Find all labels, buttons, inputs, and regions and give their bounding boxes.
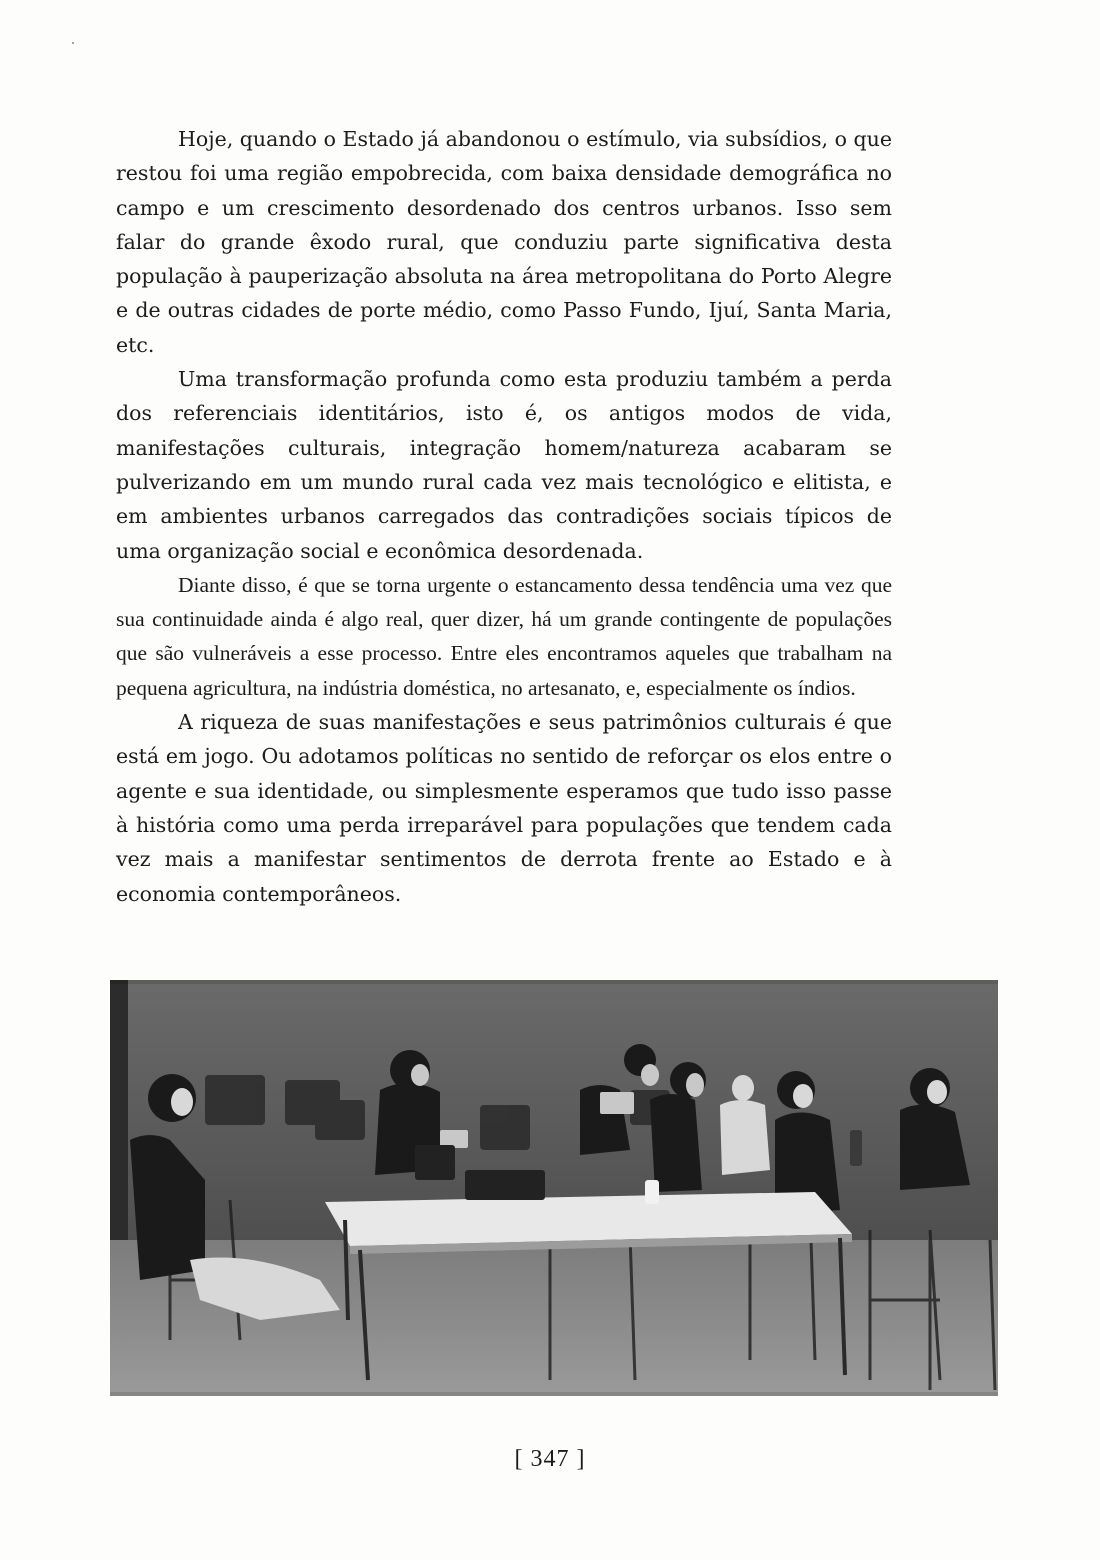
paragraph-4: A riqueza de suas manifestações e seus patrimônios culturais é que está em jogo. Ou adotamos políticas no sentido de reforçar os elos entre o agente e sua identidade, ou simplesmente esperamos que tudo isso passe à história como uma perda irreparável para populações que tendem cada vez mais a manifestar sentimentos de derrota frente ao Estado e à economia contemporâneos. [116,710,892,906]
paragraph-2: Uma transformação profunda como esta produziu também a perda dos referenciais identitários, isto é, os antigos modos de vida, manifestações culturais, integração homem/natureza acabaram se pulverizando em um mundo rural cada vez mais tecnológico e elitista, e em ambientes urbanos carregados das contradições sociais típicos de uma organização social e econômica desordenada. [116,367,892,563]
body-text [116,122,892,911]
meeting-photo [110,980,998,1396]
scan-speck [72,42,74,44]
page-number: [ 347 ] [514,1446,586,1472]
paragraph-3: Diante disso, é que se torna urgente o estancamento dessa tendência uma vez que sua continuidade ainda é algo real, quer dizer, há um grande contingente de populações que são vulneráveis a esse processo. Entre eles encontramos aqueles que trabalham na pequena agricultura, na indústria doméstica, no artesanato, e, especialmente os índios. [116,572,892,700]
meeting-photo-illustration [110,980,998,1396]
paragraph-1: Hoje, quando o Estado já abandonou o estímulo, via subsídios, o que restou foi uma região empobrecida, com baixa densidade demográfica no campo e um crescimento desordenado dos centros urbanos. Isso sem falar do grande êxodo rural, que conduziu parte significativa desta população à pauperização absoluta na área metropolitana do Porto Alegre e de outras cidades de porte médio, como Passo Fundo, Ijuí, Santa Maria, etc. [116,127,892,357]
